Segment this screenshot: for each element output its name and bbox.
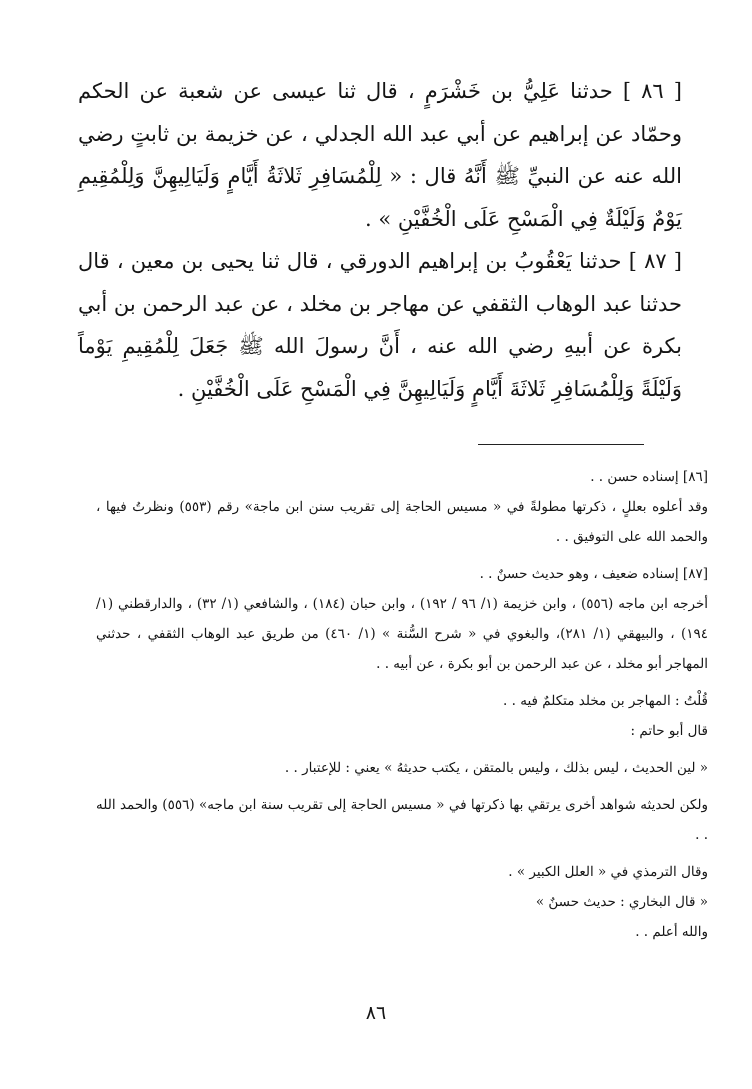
footnote-qultu: قُلْتُ : المهاجر بن مخلد متكلمٌ فيه . . [503, 693, 708, 709]
main-text [78, 70, 682, 410]
footnote-bukhari: « قال البخاري : حديث حسنٌ » [535, 894, 708, 910]
footnotes [96, 462, 708, 947]
footnote-allahu-alam: والله أعلم . . [635, 924, 708, 940]
footnote-87-heading: [٨٧] إسناده ضعيف ، وهو حديث حسنٌ . . [479, 566, 708, 582]
page-number: ٨٦ [365, 1002, 387, 1024]
footnote-quote: « لين الحديث ، ليس بذلك ، وليس بالمتقن ، يكتب حديثهُ » يعني : للإعتبار . . [284, 760, 708, 776]
footnote-86-body: وقد أعلوه بعللٍ ، ذكرتها مطولةً في « مسيس الحاجة إلى تقريب سنن ابن ماجة» رقم (٥٥٣) ونظرتُ فيها ، والحمد الله على التوفيق . . [96, 499, 708, 545]
footnote-separator [478, 444, 644, 445]
footnote-86-heading: [٨٦] إسناده حسن . . [590, 469, 708, 485]
footnote-shawahid: ولكن لحديثه شواهد أخرى يرتقي بها ذكرتها في « مسيس الحاجة إلى تقريب سنة ابن ماجه» (٥٥٦) والحمد الله . . [96, 797, 708, 843]
footnote-87-body: أخرجه ابن ماجه (٥٥٦) ، وابن خزيمة (١/ ٩٦ / ١٩٢) ، وابن حبان (١٨٤) ، والشافعي (١/ ٣٢) ، والدارقطني (١/ ١٩٤) ، والبيهقي (١/ ٢٨١)، والبغوي في « شرح السُّنة » (١/ ٤٦٠) من طريق عبد الوهاب الثقفي ، حدثني المهاجر أبو مخلد ، عن عبد الرحمن بن أبو بكرة ، عن أبيه . . [96, 596, 708, 672]
footnote-tirmidhi: وقال الترمذي في « العلل الكبير » . [508, 864, 708, 880]
hadith-86: [ ٨٦ ] حدثنا عَلِيُّ بن خَشْرَمٍ ، قال ثنا عيسى عن شعبة عن الحكم وحمّاد عن إبراهيم عن أبي عبد الله الجدلي ، عن خزيمة بن ثابتٍ رضي الله عنه عن النبيِّ ﷺ أَنَّهُ قال : « لِلْمُسَافِرِ ثَلاثَةُ أَيَّامٍ وَلَيَالِيهِنَّ وَلِلْمُقِيمِ يَوْمٌ وَلَيْلَةٌ فِي الْمَسْحِ عَلَى الْخُفَّيْنِ » . [78, 79, 682, 231]
footnote-abu-hatim: قال أبو حاتم : [630, 723, 708, 739]
hadith-87: [ ٨٧ ] حدثنا يَعْقُوبُ بن إبراهيم الدورقي ، قال ثنا يحيى بن معين ، قال حدثنا عبد الوهاب الثقفي عن مهاجر بن مخلد ، عن عبد الرحمن بن أبي بكرة عن أبيهِ رضي الله عنه ، أَنَّ رسولَ الله ﷺ جَعَلَ لِلْمُقِيمِ يَوْماً وَلَيْلَةً وَلِلْمُسَافِرِ ثَلاثَةَ أَيَّامٍ وَلَيَالِيهِنَّ فِي الْمَسْحِ عَلَى الْخُفَّيْنِ . [78, 249, 682, 401]
